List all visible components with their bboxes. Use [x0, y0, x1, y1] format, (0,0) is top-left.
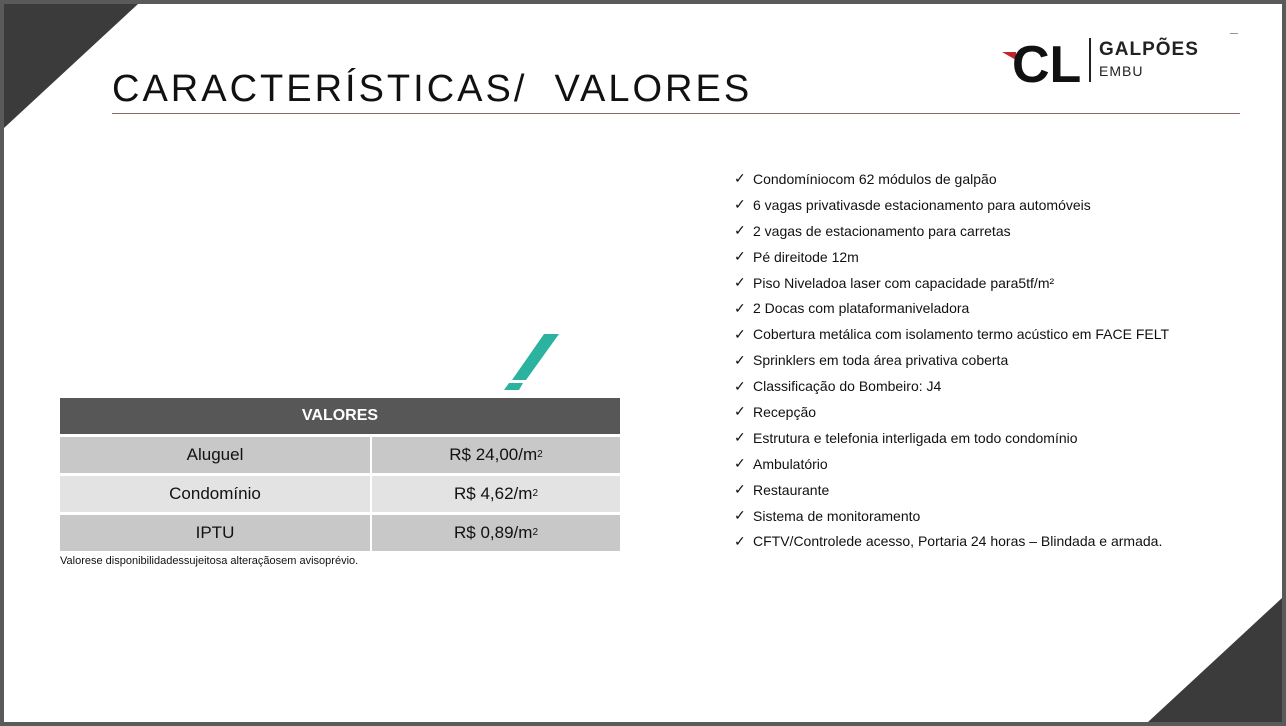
- row-value: R$ 4,62/m 2: [454, 484, 538, 503]
- row-label: Condomínio: [60, 476, 372, 512]
- list-item: ✓ Piso Niveladoa laser com capacidade para5tf/m²: [734, 274, 1055, 291]
- valores-table-header: VALORES: [60, 398, 620, 434]
- check-icon: ✓: [734, 429, 746, 446]
- check-icon: ✓: [734, 299, 746, 316]
- list-item: ✓ Condomíniocom 62 módulos de galpão: [734, 170, 997, 187]
- check-icon: ✓: [734, 170, 746, 187]
- list-item: ✓ 6 vagas privativasde estacionamento para automóveis: [734, 196, 1091, 213]
- check-icon: ✓: [734, 532, 746, 549]
- list-item: ✓ Recepção: [734, 403, 817, 420]
- valores-table: [60, 398, 620, 551]
- list-item: ✓ 2 Docas com plataformaniveladora: [734, 299, 970, 317]
- check-icon: ✓: [734, 455, 746, 472]
- row-value: R$ 24,00/m 2: [449, 445, 543, 464]
- logo-name: GALPÕES: [1099, 39, 1199, 60]
- check-icon: ✓: [734, 248, 746, 265]
- disclaimer-note: Valorese disponibilidadessujeitosa alteraçãosem avisoprévio.: [60, 555, 359, 567]
- corner-decoration-bottom-right: [1148, 598, 1282, 722]
- check-icon: ✓: [734, 507, 746, 524]
- features-list: [734, 166, 1169, 554]
- list-item: ✓ Classificação do Bombeiro: J4: [734, 377, 942, 395]
- table-row: [60, 437, 620, 473]
- list-item: ✓ Pé direitode 12m: [734, 248, 859, 265]
- page-title: CARACTERÍSTICAS/ VALORES: [112, 68, 753, 110]
- check-icon: ✓: [734, 325, 746, 342]
- check-icon: ✓: [734, 481, 746, 498]
- list-item: ✓ CFTV/Controlede acesso, Portaria 24 horas – Blindada e armada.: [734, 532, 1163, 550]
- check-icon: ✓: [734, 274, 746, 290]
- accent-slash-icon: [500, 334, 562, 396]
- slide: [4, 4, 1282, 722]
- list-item: ✓ Ambulatório: [734, 455, 828, 472]
- list-item: ✓ Restaurante: [734, 481, 830, 498]
- logo-mark-text: CL: [1012, 36, 1082, 88]
- company-logo: [998, 32, 1198, 92]
- row-label: IPTU: [60, 515, 372, 551]
- title-underline: [112, 113, 1240, 114]
- row-value: R$ 0,89/m 2: [454, 523, 538, 542]
- list-item: ✓ Cobertura metálica com isolamento termo acústico em FACE FELT: [734, 325, 1170, 343]
- list-item: ✓ 2 vagas de estacionamento para carretas: [734, 222, 1011, 239]
- list-item: ✓ Sistema de monitoramento: [734, 507, 921, 524]
- row-label: Aluguel: [60, 437, 372, 473]
- check-icon: ✓: [734, 222, 746, 239]
- decorative-dash: [1230, 33, 1238, 34]
- list-item: ✓ Estrutura e telefonia interligada em todo condomínio: [734, 429, 1078, 446]
- check-icon: ✓: [734, 403, 746, 420]
- table-row: [60, 476, 620, 512]
- check-icon: ✓: [734, 351, 746, 368]
- check-icon: ✓: [734, 196, 746, 213]
- logo-divider: [1089, 38, 1091, 82]
- check-icon: ✓: [734, 377, 746, 394]
- logo-subtitle: EMBU: [1099, 63, 1144, 79]
- list-item: ✓ Sprinklers em toda área privativa coberta: [734, 351, 1009, 369]
- table-row: [60, 515, 620, 551]
- cl-logo-mark-icon: [998, 32, 1088, 88]
